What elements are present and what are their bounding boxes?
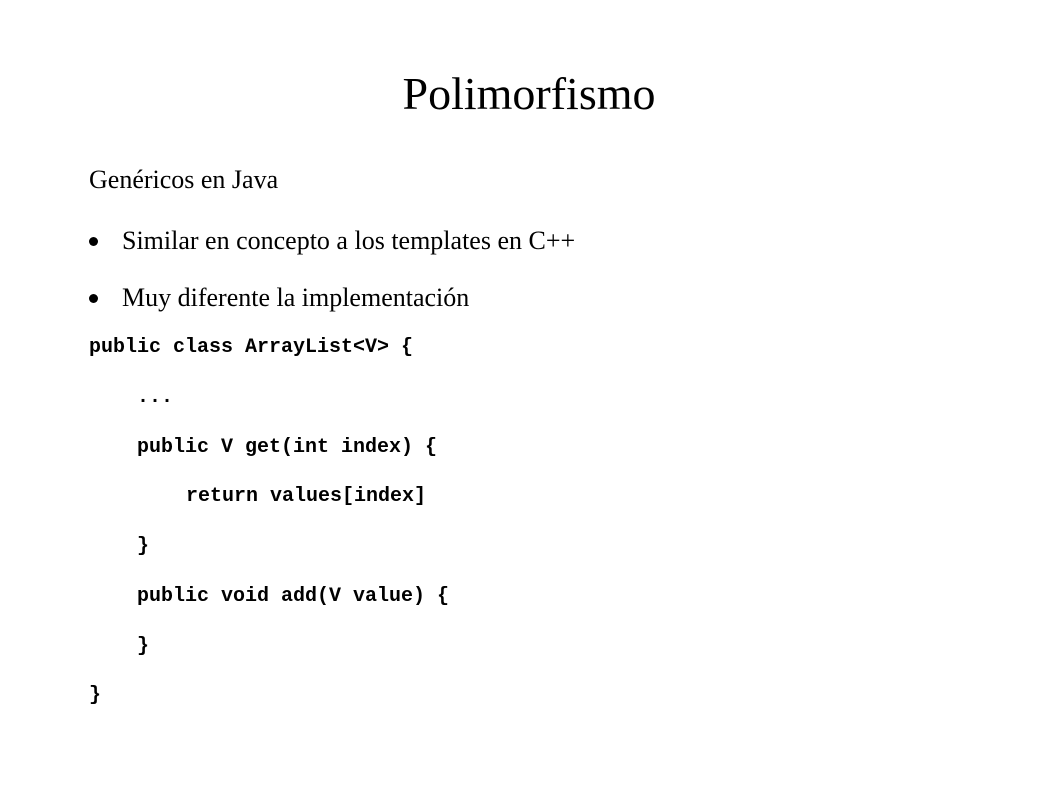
code-line-class-declaration: public class ArrayList<V> { bbox=[89, 336, 414, 359]
code-line-class-close-brace: } bbox=[89, 684, 102, 707]
bullet-icon bbox=[89, 237, 98, 246]
bullet-text: Similar en concepto a los templates en C++ bbox=[122, 226, 576, 255]
code-line-return: return values[index] bbox=[186, 485, 427, 508]
slide-title: Polimorfismo bbox=[402, 68, 656, 119]
bullet-text: Muy diferente la implementación bbox=[122, 283, 470, 312]
code-line-ellipsis: ... bbox=[137, 386, 174, 409]
bullet-item bbox=[89, 281, 469, 315]
code-line-close-brace: } bbox=[137, 635, 150, 658]
code-line-close-brace: } bbox=[137, 535, 150, 558]
bullet-icon bbox=[89, 294, 98, 303]
code-line-add-method: public void add(V value) { bbox=[137, 585, 450, 608]
bullet-item bbox=[89, 224, 575, 258]
code-line-get-method: public V get(int index) { bbox=[137, 436, 438, 459]
slide-subtitle: Genéricos en Java bbox=[89, 165, 279, 194]
